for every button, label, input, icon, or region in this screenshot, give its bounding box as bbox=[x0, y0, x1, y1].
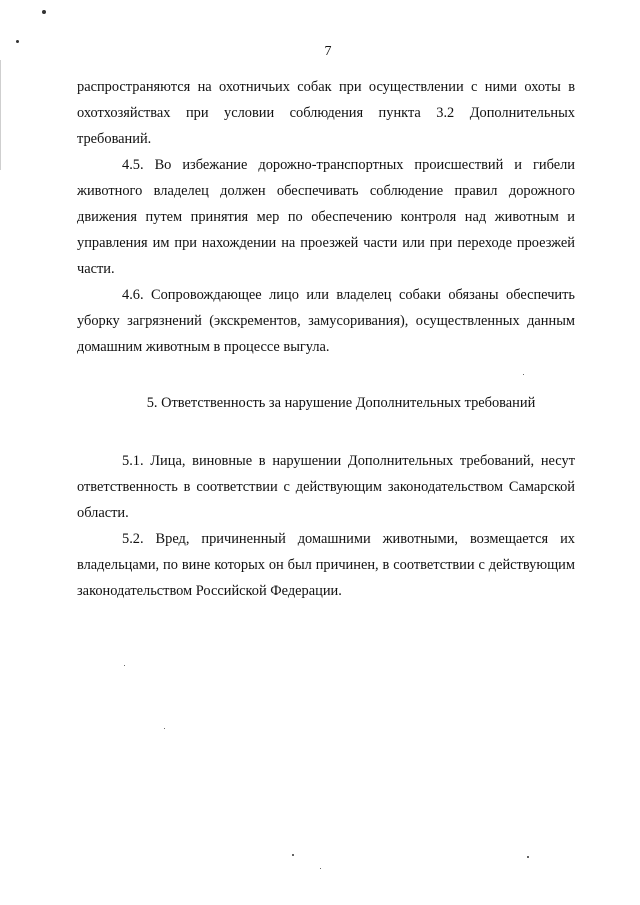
scan-speck bbox=[164, 728, 165, 729]
scan-speck bbox=[292, 854, 294, 856]
scan-speck bbox=[124, 665, 125, 666]
scan-speck bbox=[527, 856, 529, 858]
paragraph-5-2: 5.2. Вред, причиненный домашними животными, возмещается их владельцами, по вине которых он был причинен, в соответствии с действующим законодательством Российской Федерации. bbox=[77, 531, 575, 599]
scan-speck bbox=[16, 40, 19, 43]
scan-speck bbox=[42, 10, 46, 14]
scan-edge-line bbox=[0, 60, 1, 170]
paragraph-4-5: 4.5. Во избежание дорожно-транспортных происшествий и гибели животного владелец должен обеспечивать соблюдение правил дорожного движения путем принятия мер по обеспечению контроля над животным и управления им при нахождении на проезжей части или при переходе проезжей части. bbox=[77, 157, 575, 277]
scan-speck bbox=[320, 868, 321, 869]
paragraph-5-1: 5.1. Лица, виновные в нарушении Дополнительных требований, несут ответственность в соответствии с действующим законодательством Самарской области. bbox=[77, 453, 575, 521]
section-heading: 5. Ответственность за нарушение Дополнительных требований bbox=[146, 395, 536, 411]
page-number: 7 bbox=[324, 44, 332, 59]
paragraph-continuation: распространяются на охотничьих собак при осуществлении с ними охоты в охотхозяйствах при условии соблюдения пункта 3.2 Дополнительных требований. bbox=[77, 79, 575, 147]
document-body bbox=[77, 74, 575, 604]
paragraph-4-6: 4.6. Сопровождающее лицо или владелец собаки обязаны обеспечить уборку загрязнений (экскрементов, замусоривания), осуществленных данным домашним животным в процессе выгула. bbox=[77, 287, 575, 355]
